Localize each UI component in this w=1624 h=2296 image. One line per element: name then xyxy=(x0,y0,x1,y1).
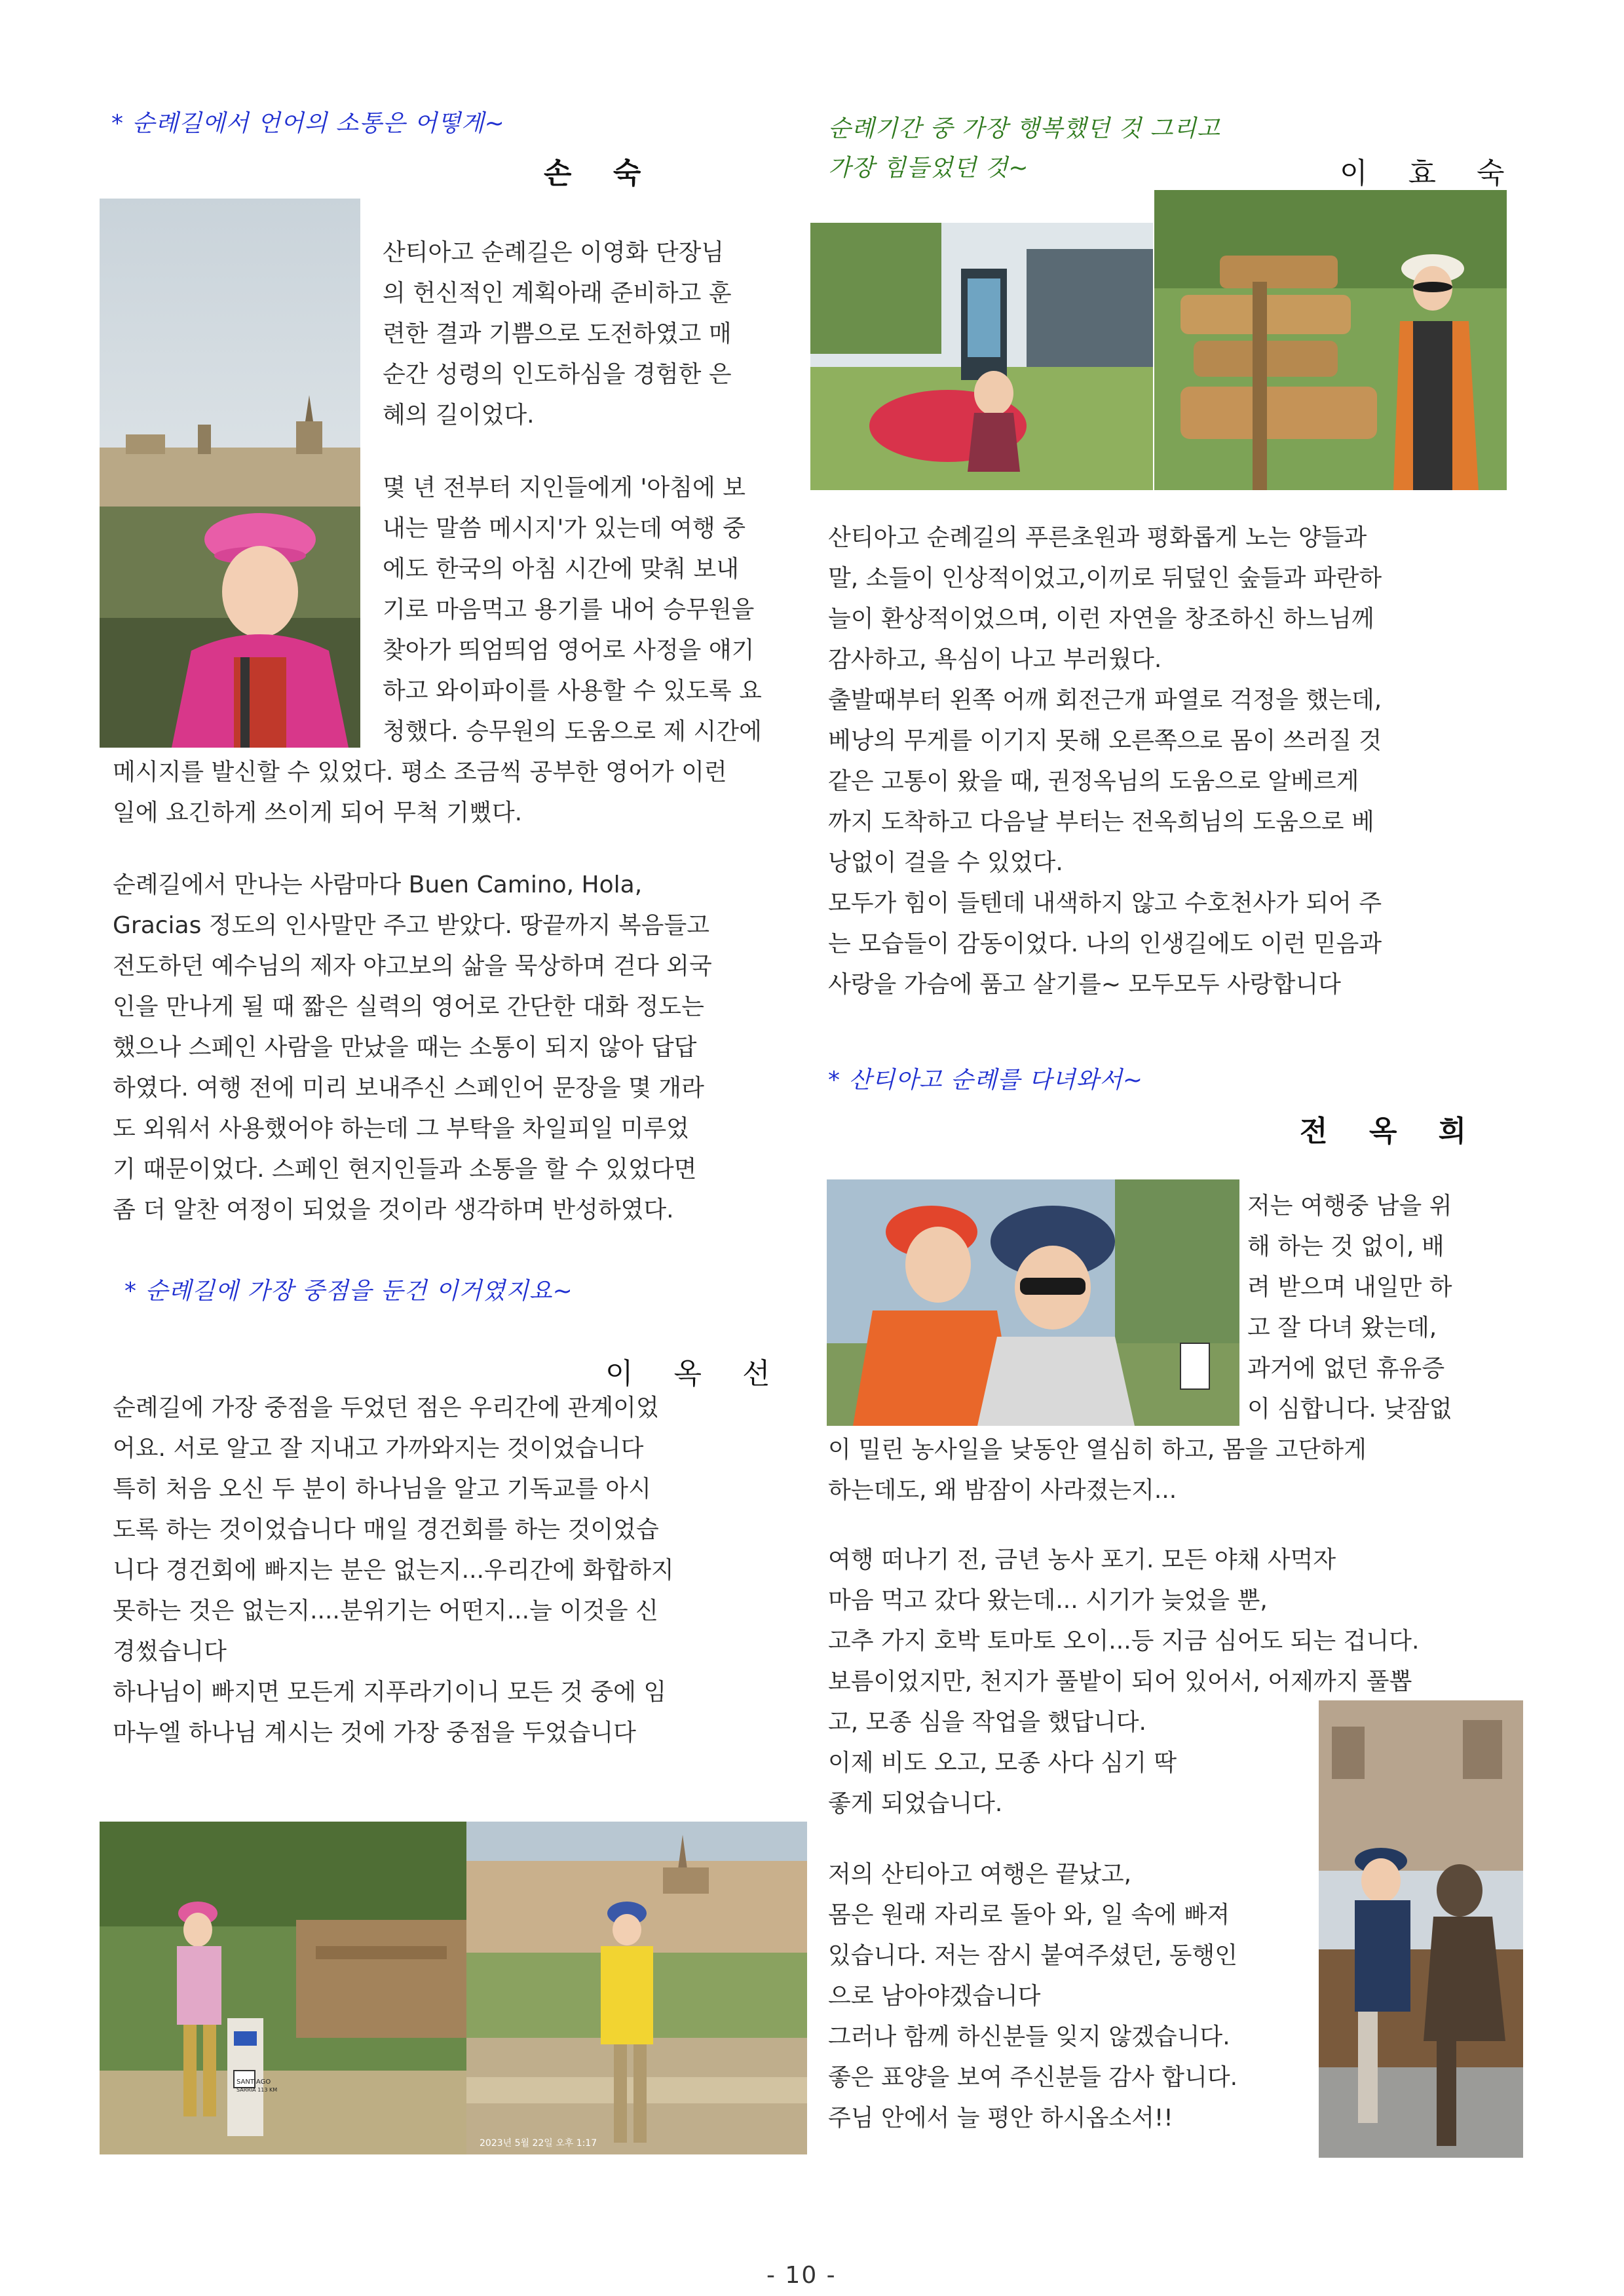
photo-red-flowers-garden xyxy=(810,223,1153,490)
text-line: 메시지를 발신할 수 있었다. 평소 조금씩 공부한 영어가 이런 xyxy=(113,759,727,786)
text-line: 못하는 것은 없는지....분위기는 어떤지...늘 이것을 신 xyxy=(113,1598,658,1624)
text-line: 베낭의 무게를 이기지 못해 오른쪽으로 몸이 쓰러질 것 xyxy=(828,727,1382,754)
text-line: 여행 떠나기 전, 금년 농사 포기. 모든 야채 사먹자 xyxy=(828,1546,1336,1573)
text-line: 보름이었지만, 천지가 풀밭이 되어 있어서, 어제까지 풀뽑 xyxy=(828,1668,1412,1695)
text-line: 같은 고통이 왔을 때, 권정옥님의 도움으로 알베르게 xyxy=(828,768,1359,795)
text-line: 려 받으며 내일만 하 xyxy=(1247,1274,1452,1301)
text-line: 몇 년 전부터 지인들에게 '아침에 보 xyxy=(383,474,746,501)
text-line: 고 잘 다녀 왔는데, xyxy=(1247,1314,1437,1341)
text-line: 순례길에 가장 중점을 두었던 점은 우리간에 관계이었 xyxy=(113,1394,659,1421)
text-line: 인을 만나게 될 때 짧은 실력의 영어로 간단한 대화 정도는 xyxy=(113,993,704,1020)
text-line: 전도하던 예수님의 제자 야고보의 삶을 묵상하며 걷다 외국 xyxy=(113,953,712,980)
section1-paragraph3 xyxy=(113,865,797,1231)
text-line: 좀 더 알찬 여정이 되었을 것이라 생각하며 반성하였다. xyxy=(113,1196,674,1223)
text-line: 있습니다. 저는 잠시 붙여주셨던, 동행인 xyxy=(828,1942,1238,1969)
text-line: 마음 먹고 갔다 왔는데... 시기가 늦었을 뿐, xyxy=(828,1587,1268,1614)
text-line: 하고 와이파이를 사용할 수 있도록 요 xyxy=(383,678,762,704)
text-line: 이 심합니다. 낮잠없 xyxy=(1247,1396,1452,1423)
photo-son-sook-toledo xyxy=(100,199,360,748)
text-line: 사랑을 가슴에 품고 살기를~ 모두모두 사랑합니다 xyxy=(828,971,1341,998)
section4-paragraph3 xyxy=(828,1854,1306,2139)
section4-heading: * 산티아고 순례를 다녀와서~ xyxy=(828,1067,1144,1094)
text-line: 몸은 원래 자리로 돌아 와, 일 속에 빠져 xyxy=(828,1902,1230,1928)
text-line: 산티아고 순례길의 푸른초원과 평화롭게 노는 양들과 xyxy=(828,524,1367,551)
text-line: 특히 처음 오신 두 분이 하나님을 알고 기독교를 아시 xyxy=(113,1476,651,1502)
photo-bench-statue xyxy=(1319,1700,1523,2158)
text-line: 까지 도착하고 다음날 부터는 전옥희님의 도움으로 베 xyxy=(828,809,1374,835)
section1-paragraph1 xyxy=(383,233,797,436)
text-line: 하는데도, 왜 밤잠이 사라졌는지... xyxy=(828,1477,1177,1504)
text-line: 좋게 되었습니다. xyxy=(828,1790,1003,1817)
text-line: 해 하는 것 없이, 배 xyxy=(1247,1233,1445,1260)
section1-heading: * 순례길에서 언어의 소통은 어떻게~ xyxy=(111,110,505,137)
photo-two-pilgrims-selfie xyxy=(827,1179,1239,1426)
text-line: 출발때부터 왼쪽 어깨 회전근개 파열로 걱정을 했는데, xyxy=(828,687,1382,714)
text-line: 이제 비도 오고, 모종 사다 심기 딱 xyxy=(828,1750,1177,1776)
text-line: 기 때문이었다. 스페인 현지인들과 소통을 할 수 있었다면 xyxy=(113,1156,697,1183)
text-line: 일에 요긴하게 쓰이게 되어 무척 기뻤다. xyxy=(113,799,523,826)
text-line: 경썼습니다 xyxy=(113,1638,227,1665)
text-line: 저의 산티아고 여행은 끝났고, xyxy=(828,1861,1132,1888)
section4-paragraph1-cont xyxy=(828,1430,1513,1511)
section1-paragraph2 xyxy=(383,468,797,752)
text-line: 저는 여행중 남을 위 xyxy=(1247,1193,1452,1219)
text-line: 좋은 표양을 보여 주신분들 감사 합니다. xyxy=(828,2064,1238,2091)
text-line: 에도 한국의 아침 시간에 맞춰 보내 xyxy=(383,556,740,583)
text-line: 감사하고, 욕심이 나고 부러웠다. xyxy=(828,646,1162,673)
photo-toledo-overlook xyxy=(466,1822,807,2154)
text-line: 늘이 환상적이었으며, 이런 자연을 창조하신 하느님께 xyxy=(828,605,1374,632)
text-line: 의 헌신적인 계획아래 준비하고 훈 xyxy=(383,280,732,307)
text-line: 순간 성령의 인도하심을 경험한 은 xyxy=(383,361,732,388)
text-line: 도 외워서 사용했어야 하는데 그 부탁을 차일피일 미루었 xyxy=(113,1115,689,1142)
text-line: 마누엘 하나님 계시는 것에 가장 중점을 두었습니다 xyxy=(113,1719,636,1746)
photo-wooden-signposts xyxy=(1154,190,1507,490)
section4-paragraph2 xyxy=(828,1540,1513,1702)
text-line: 도록 하는 것이었습니다 매일 경건회를 하는 것이었습 xyxy=(113,1516,659,1543)
section1-paragraph2-cont xyxy=(113,752,797,833)
text-line: 했으나 스페인 사람을 만났을 때는 소통이 되지 않아 답답 xyxy=(113,1034,697,1061)
section4-paragraph2-side xyxy=(828,1702,1306,1824)
photo-timestamp: 2023년 5월 22일 오후 1:17 xyxy=(480,2138,597,2149)
page-number: - 10 - xyxy=(766,2262,837,2289)
text-line: 낭없이 걸을 수 있었다. xyxy=(828,849,1063,876)
text-line: Gracias 정도의 인사말만 주고 받았다. 땅끝까지 복음들고 xyxy=(113,912,709,939)
photo-waymarker-path xyxy=(100,1822,466,2154)
text-line: 그러나 함께 하신분들 잊지 않겠습니다. xyxy=(828,2023,1230,2050)
text-line: 어요. 서로 알고 잘 지내고 가까와지는 것이었습니다 xyxy=(113,1435,644,1462)
text-line: 모두가 힘이 들텐데 내색하지 않고 수호천사가 되어 주 xyxy=(828,890,1382,917)
text-line: 과거에 없던 휴유증 xyxy=(1247,1355,1445,1382)
text-line: 산티아고 순례길은 이영화 단장님 xyxy=(383,239,725,266)
text-line: 고추 가지 호박 토마토 오이...등 지금 심어도 되는 겁니다. xyxy=(828,1628,1420,1655)
text-line: 주님 안에서 늘 평안 하시옵소서!! xyxy=(828,2105,1173,2132)
waymarker-sign-line-1: SANTIAGO xyxy=(236,2078,271,2086)
text-line: 하나님이 빠지면 모든게 지푸라기이니 모든 것 중에 임 xyxy=(113,1679,667,1706)
section2-heading: * 순례길에 가장 중점을 둔건 이거였지요~ xyxy=(124,1278,573,1305)
section2-body xyxy=(113,1388,797,1753)
text-line: 혜의 길이었다. xyxy=(383,402,535,429)
text-line: 련한 결과 기쁨으로 도전하였고 매 xyxy=(383,320,732,347)
section4-side-text xyxy=(1247,1186,1513,1430)
text-line: 말, 소들이 인상적이었고,이끼로 뒤덮인 숲들과 파란하 xyxy=(828,565,1382,592)
section4-author: 전 옥 희 xyxy=(1300,1115,1482,1148)
section2-author: 이 옥 선 xyxy=(605,1357,786,1390)
section3-author: 이 효 숙 xyxy=(1340,157,1520,190)
section3-heading-line2: 가장 힘들었던 것~ xyxy=(828,155,1029,182)
text-line: 순례길에서 만나는 사람마다 Buen Camino, Hola, xyxy=(113,871,643,898)
text-line: 이 밀린 농사일을 낮동안 열심히 하고, 몸을 고단하게 xyxy=(828,1436,1367,1463)
text-line: 는 모습들이 감동이었다. 나의 인생길에도 이런 믿음과 xyxy=(828,930,1382,957)
text-line: 내는 말씀 메시지'가 있는데 여행 중 xyxy=(383,515,746,542)
text-line: 고, 모종 심을 작업을 했답니다. xyxy=(828,1709,1146,1736)
text-line: 니다 경건회에 빠지는 분은 없는지...우리간에 화합하지 xyxy=(113,1557,674,1584)
section3-heading-line1: 순례기간 중 가장 행복했던 것 그리고 xyxy=(828,115,1220,142)
text-line: 으로 남아야겠습니다 xyxy=(828,1983,1041,2010)
waymarker-sign-line-2: SARRIA 113 KM xyxy=(236,2087,278,2093)
section1-author: 손 숙 xyxy=(544,157,657,190)
text-line: 하였다. 여행 전에 미리 보내주신 스페인어 문장을 몇 개라 xyxy=(113,1075,704,1101)
text-line: 찾아가 띄엄띄엄 영어로 사정을 얘기 xyxy=(383,637,755,664)
text-line: 청했다. 승무원의 도움으로 제 시간에 xyxy=(383,718,762,745)
section3-body xyxy=(828,518,1513,1005)
text-line: 기로 마음먹고 용기를 내어 승무원을 xyxy=(383,596,755,623)
